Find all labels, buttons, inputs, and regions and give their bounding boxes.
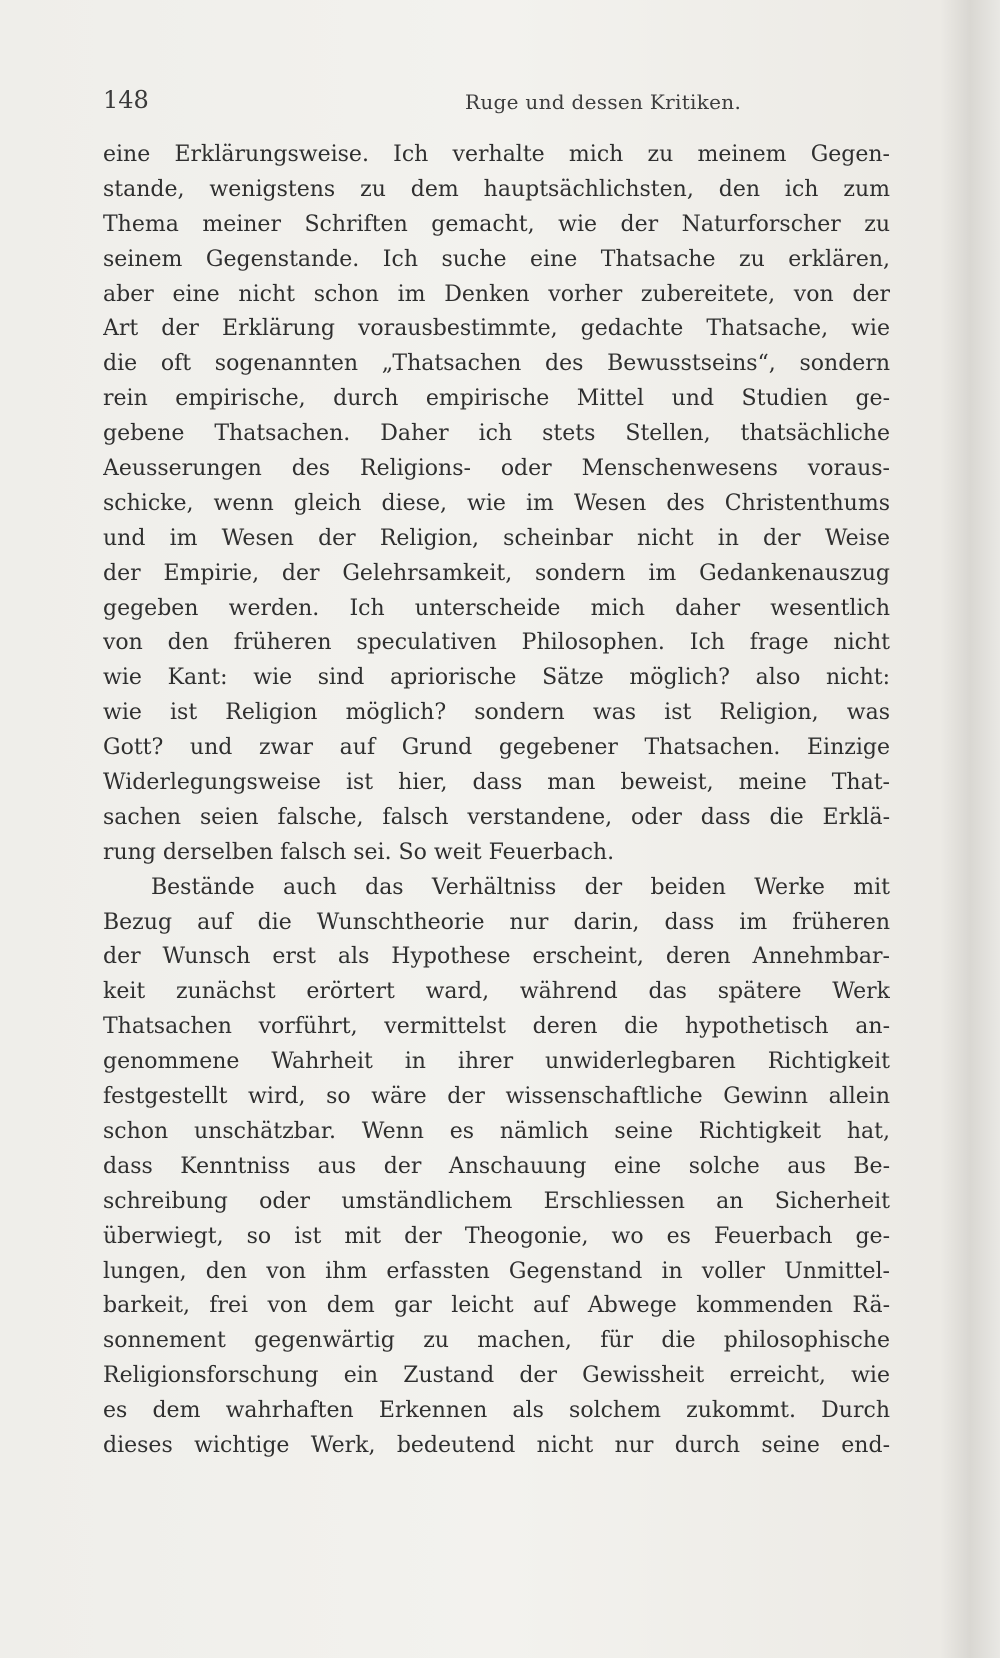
text-line: gebene Thatsachen. Daher ich stets Stellen, thatsächliche [103, 421, 890, 447]
text-line: dass Kenntniss aus der Anschauung eine solche aus Be- [103, 1153, 890, 1179]
text-line: seinem Gegenstande. Ich suche eine Thatsache zu erklären, [103, 246, 890, 272]
text-line: von den früheren speculativen Philosophen. Ich frage nicht [103, 630, 890, 656]
text-line: sonnement gegenwärtig zu machen, für die philosophische [103, 1328, 890, 1354]
text-line: sachen seien falsche, falsch verstandene, oder dass die Erklä- [103, 804, 890, 830]
text-line: die oft sogenannten „Thatsachen des Bewusstseins“, sondern [103, 351, 890, 377]
text-line: überwiegt, so ist mit der Theogonie, wo es Feuerbach ge- [103, 1223, 890, 1249]
text-line: der Wunsch erst als Hypothese erscheint, deren Annehmbar- [103, 944, 890, 970]
running-head: Ruge und dessen Kritiken. [465, 90, 742, 114]
text-line: Aeusserungen des Religions- oder Menschenwesens voraus- [103, 456, 890, 482]
paragraph-end-line: rung derselben falsch sei. So weit Feuerbach. [103, 839, 615, 865]
text-line: und im Wesen der Religion, scheinbar nicht in der Weise [103, 525, 890, 551]
text-line: gegeben werden. Ich unterscheide mich daher wesentlich [103, 595, 890, 621]
text-line: wie ist Religion möglich? sondern was ist Religion, was [103, 700, 890, 726]
paragraph-start-line: Bestände auch das Verhältniss der beiden Werke mit [151, 874, 890, 900]
text-line: schicke, wenn gleich diese, wie im Wesen des Christenthums [103, 490, 890, 516]
text-line: Art der Erklärung vorausbestimmte, gedachte Thatsache, wie [103, 316, 890, 342]
text-line: Thema meiner Schriften gemacht, wie der Naturforscher zu [103, 211, 890, 237]
text-line: Bezug auf die Wunschtheorie nur darin, dass im früheren [103, 909, 890, 935]
text-line: genommene Wahrheit in ihrer unwiderlegbaren Richtigkeit [103, 1049, 890, 1075]
text-line: wie Kant: wie sind apriorische Sätze möglich? also nicht: [103, 665, 890, 691]
text-line: festgestellt wird, so wäre der wissenschaftliche Gewinn allein [103, 1084, 890, 1110]
text-line: eine Erklärungsweise. Ich verhalte mich zu meinem Gegen- [103, 142, 890, 167]
text-line: aber eine nicht schon im Denken vorher zubereitete, von der [103, 281, 890, 307]
text-line: der Empirie, der Gelehrsamkeit, sondern im Gedankenauszug [103, 560, 890, 586]
text-line: keit zunächst erörtert ward, während das spätere Werk [103, 979, 890, 1005]
text-line: schon unschätzbar. Wenn es nämlich seine Richtigkeit hat, [103, 1118, 890, 1144]
page-number: 148 [103, 86, 149, 114]
text-line: barkeit, frei von dem gar leicht auf Abwege kommenden Rä- [103, 1293, 890, 1319]
text-line: stande, wenigstens zu dem hauptsächlichsten, den ich zum [103, 176, 890, 202]
text-line: lungen, den von ihm erfassten Gegenstand in voller Unmittel- [103, 1258, 890, 1284]
page-header [103, 86, 890, 120]
text-line: es dem wahrhaften Erkennen als solchem zukommt. Durch [103, 1398, 890, 1424]
page-body [103, 138, 890, 1464]
text-line: schreibung oder umständlichem Erschliessen an Sicherheit [103, 1188, 890, 1214]
text-line: rein empirische, durch empirische Mittel und Studien ge- [103, 386, 890, 412]
text-line: dieses wichtige Werk, bedeutend nicht nur durch seine end- [103, 1432, 890, 1458]
text-line: Widerlegungsweise ist hier, dass man beweist, meine That- [103, 770, 890, 796]
text-line: Gott? und zwar auf Grund gegebener Thatsachen. Einzige [103, 735, 890, 761]
text-line: Religionsforschung ein Zustand der Gewissheit erreicht, wie [103, 1363, 890, 1389]
text-line: Thatsachen vorführt, vermittelst deren die hypothetisch an- [103, 1014, 890, 1040]
